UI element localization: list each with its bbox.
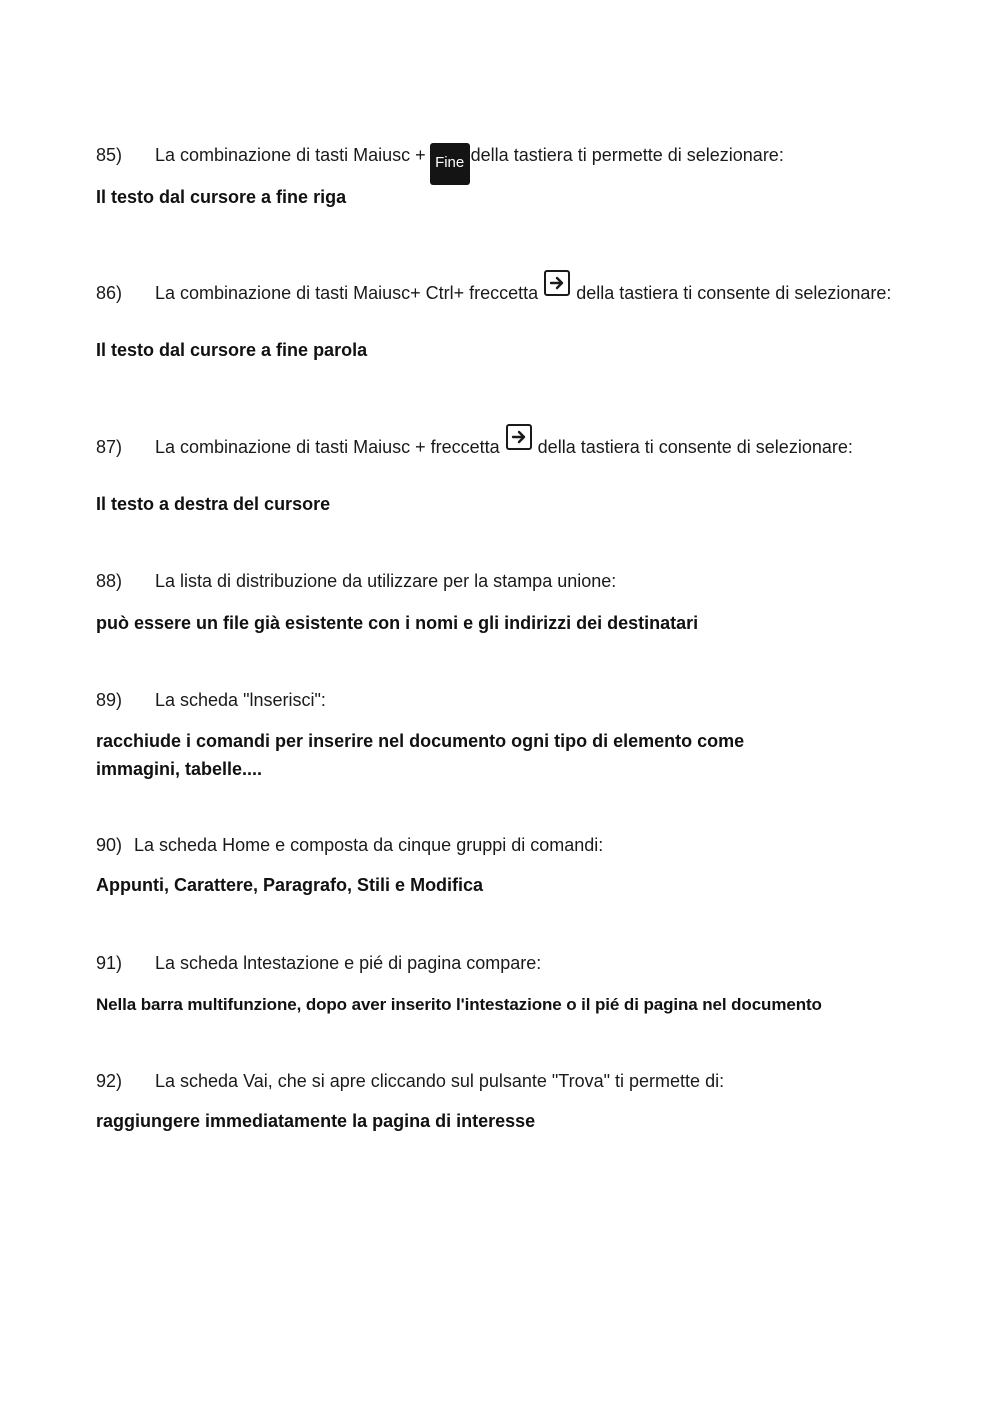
question-text: La scheda Vai, che si apre cliccando sul pulsante "Trova" ti permette di: — [155, 1071, 725, 1091]
question-number: 85) — [96, 145, 123, 165]
question-number: 90) — [96, 835, 123, 855]
question-91 — [96, 950, 926, 977]
answer-85: Il testo dal cursore a fine riga — [96, 187, 347, 207]
question-number: 91) — [96, 953, 123, 973]
question-text-continued: della tastiera ti consente di selezionare: — [537, 437, 853, 457]
answer-86: Il testo dal cursore a fine parola — [96, 340, 368, 360]
answer-89: racchiude i comandi per inserire nel documento ogni tipo di elemento come immagini, tabelle.... — [96, 731, 745, 779]
question-text: La lista di distribuzione da utilizzare per la stampa unione: — [155, 571, 617, 591]
question-number: 88) — [96, 571, 123, 591]
question-number: 87) — [96, 437, 123, 457]
question-text: La scheda Home e composta da cinque gruppi di comandi: — [134, 835, 604, 855]
question-number: 86) — [96, 283, 123, 303]
question-90 — [96, 832, 926, 859]
question-text: La combinazione di tasti Maiusc + freccetta — [155, 437, 500, 457]
answer-87: Il testo a destra del cursore — [96, 494, 331, 514]
question-88 — [96, 568, 926, 595]
answer-92: raggiungere immediatamente la pagina di interesse — [96, 1111, 536, 1131]
question-number: 92) — [96, 1071, 123, 1091]
right-arrow-key-icon — [544, 270, 570, 296]
question-86 — [96, 270, 926, 307]
question-85 — [96, 142, 926, 185]
right-arrow-key-icon — [506, 424, 532, 450]
question-text-continued: della tastiera ti consente di selezionare: — [576, 283, 892, 303]
question-text: La scheda lntestazione e pié di pagina compare: — [155, 953, 542, 973]
question-text-continued: della tastiera ti permette di selezionare: — [470, 145, 784, 165]
answer-91: Nella barra multifunzione, dopo aver inserito l'intestazione o il pié di pagina nel documento — [96, 995, 822, 1014]
question-89 — [96, 687, 926, 714]
question-text: La scheda "lnserisci": — [155, 690, 326, 710]
question-92 — [96, 1068, 926, 1095]
answer-90: Appunti, Carattere, Paragrafo, Stili e Modifica — [96, 875, 484, 895]
question-number: 89) — [96, 690, 123, 710]
answer-88: può essere un file già esistente con i nomi e gli indirizzi dei destinatari — [96, 613, 699, 633]
fine-key-icon: Fine — [430, 143, 470, 185]
question-text: La combinazione di tasti Maiusc + — [155, 145, 426, 165]
question-text: La combinazione di tasti Maiusc+ Ctrl+ freccetta — [155, 283, 539, 303]
question-87 — [96, 424, 926, 461]
